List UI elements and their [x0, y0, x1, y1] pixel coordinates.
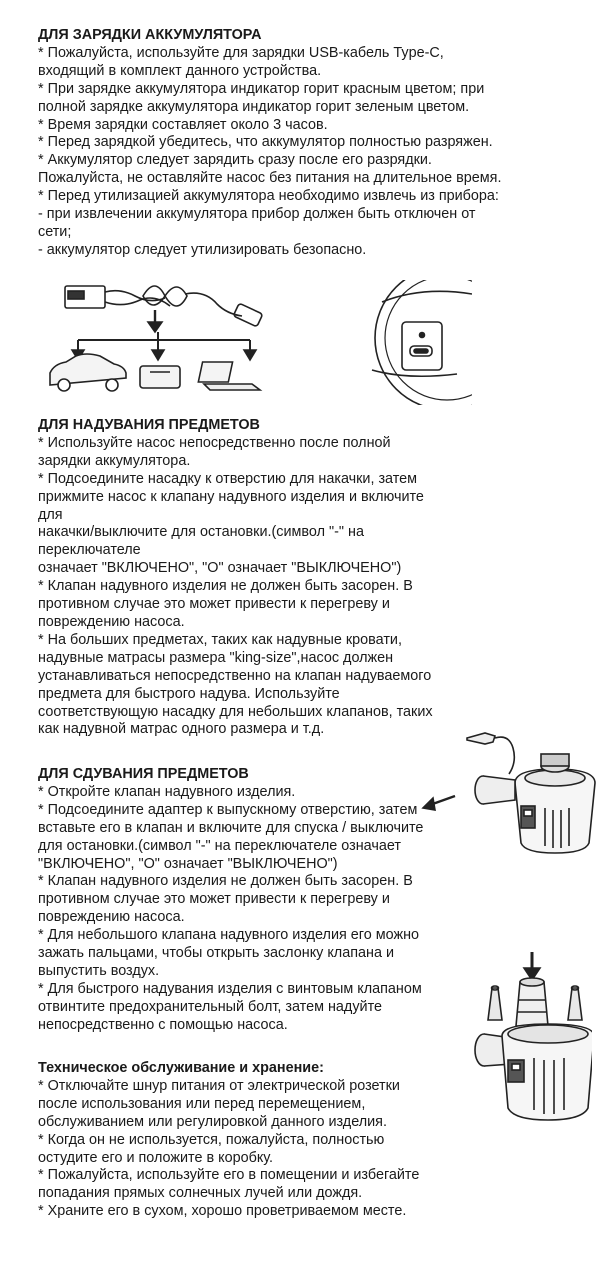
maintenance-title: Техническое обслуживание и хранение: [38, 1060, 324, 1076]
maintenance-section [38, 1060, 419, 1221]
charging-line: - при извлечении аккумулятора прибор должен быть отключен от [38, 206, 476, 223]
inflating-line: * Используйте насос непосредственно после полной [38, 434, 391, 451]
inflating-line: означает "ВКЛЮЧЕНО", "O" означает "ВЫКЛЮЧЕНО") [38, 560, 402, 577]
inflating-line: * Подсоедините насадку к отверстию для накачки, затем [38, 470, 418, 487]
deflating-line: выпустить воздух. [38, 962, 160, 979]
maintenance-line: * Храните его в сухом, хорошо проветриваемом месте. [38, 1203, 407, 1220]
charging-line: * Пожалуйста, используйте для зарядки USB-кабель Type-C, [38, 44, 444, 61]
deflating-line: * Клапан надувного изделия не должен быть засорен. В [38, 873, 413, 890]
pump-screw-valve-illustration [462, 948, 592, 1128]
inflating-line: зарядки аккумулятора. [38, 452, 191, 469]
deflating-line: непосредственно с помощью насоса. [38, 1016, 288, 1033]
inflating-line: устанавливаться непосредственно на клапан надуваемого [38, 667, 432, 684]
deflating-line: "ВКЛЮЧЕНО", "O" означает "ВЫКЛЮЧЕНО") [38, 855, 338, 872]
deflating-line: зажать пальцами, чтобы открыть заслонку клапана и [38, 945, 394, 962]
deflating-line: противном случае это может привести к перегреву и [38, 891, 390, 908]
charging-line: * Аккумулятор следует зарядить сразу после его разрядки. [38, 152, 432, 169]
pump-charging-port-illustration [352, 280, 472, 405]
deflating-line: отвинтите предохранительный болт, затем надуйте [38, 998, 382, 1015]
maintenance-line: остудите его и положите в коробку. [38, 1149, 274, 1166]
charging-devices-illustration [40, 280, 300, 395]
deflating-section [38, 766, 423, 1035]
maintenance-line: попадания прямых солнечных лучей или дождя. [38, 1185, 363, 1202]
charging-line: * Время зарядки составляет около 3 часов. [38, 116, 328, 133]
inflating-line: повреждению насоса. [38, 613, 185, 630]
maintenance-line: обслуживанием или регулировкой данного изделия. [38, 1113, 387, 1130]
deflating-line: для остановки.(символ "-" на переключателе означает [38, 837, 401, 854]
inflating-line: накачки/выключите для остановки.(символ "-" на [38, 524, 364, 541]
deflating-title: ДЛЯ СДУВАНИЯ ПРЕДМЕТОВ [38, 766, 249, 782]
inflating-line: переключателе [38, 542, 141, 559]
inflating-line: * Клапан надувного изделия не должен быть засорен. В [38, 578, 413, 595]
maintenance-line: * Пожалуйста, используйте его в помещении и избегайте [38, 1167, 420, 1184]
charging-line: * При зарядке аккумулятора индикатор горит красным цветом; при [38, 80, 485, 97]
charging-line: Пожалуйста, не оставляйте насос без питания на длительное время. [38, 170, 502, 187]
maintenance-line: * Отключайте шнур питания от электрической розетки [38, 1077, 400, 1094]
charging-line: * Перед утилизацией аккумулятора необходимо извлечь из прибора: [38, 188, 499, 205]
inflating-line: как надувной матрас одного размера и т.д. [38, 721, 325, 738]
inflating-title: ДЛЯ НАДУВАНИЯ ПРЕДМЕТОВ [38, 417, 260, 433]
deflating-line: * Подсоедините адаптер к выпускному отверстию, затем [38, 801, 418, 818]
inflating-section [38, 417, 433, 739]
deflating-line: * Для небольшого клапана надувного изделия его можно [38, 927, 420, 944]
inflating-line: соответствующую насадку для небольших клапанов, таких [38, 703, 433, 720]
maintenance-line: * Когда он не используется, пожалуйста, полностью [38, 1131, 385, 1148]
charging-line: - аккумулятор следует утилизировать безопасно. [38, 241, 367, 258]
charging-title: ДЛЯ ЗАРЯДКИ АККУМУЛЯТОРА [38, 27, 262, 43]
deflating-line: вставьте его в клапан и включите для спуска / выключите [38, 819, 424, 836]
inflating-line: прижмите насос к клапану надувного изделия и включите [38, 488, 424, 505]
inflating-line: противном случае это может привести к перегреву и [38, 596, 390, 613]
deflating-line: * Для быстрого надувания изделия с винтовым клапаном [38, 980, 422, 997]
inflating-line: для [38, 506, 63, 523]
pump-deflate-illustration [405, 718, 600, 863]
maintenance-line: после использования или перед перемещением, [38, 1095, 366, 1112]
deflating-line: повреждению насоса. [38, 909, 185, 926]
deflating-line: * Откройте клапан надувного изделия. [38, 783, 296, 800]
inflating-line: надувные матрасы размера "king-size",насос должен [38, 649, 394, 666]
charging-line: сети; [38, 223, 72, 240]
charging-line: * Перед зарядкой убедитесь, что аккумулятор полностью разряжен. [38, 134, 493, 151]
inflating-line: * На больших предметах, таких как надувные кровати, [38, 631, 402, 648]
charging-section [38, 27, 501, 260]
inflating-line: предмета для быстрого надува. Используйте [38, 685, 340, 702]
charging-line: полной зарядке аккумулятора индикатор горит зеленым цветом. [38, 98, 470, 115]
charging-line: входящий в комплект данного устройства. [38, 62, 322, 79]
